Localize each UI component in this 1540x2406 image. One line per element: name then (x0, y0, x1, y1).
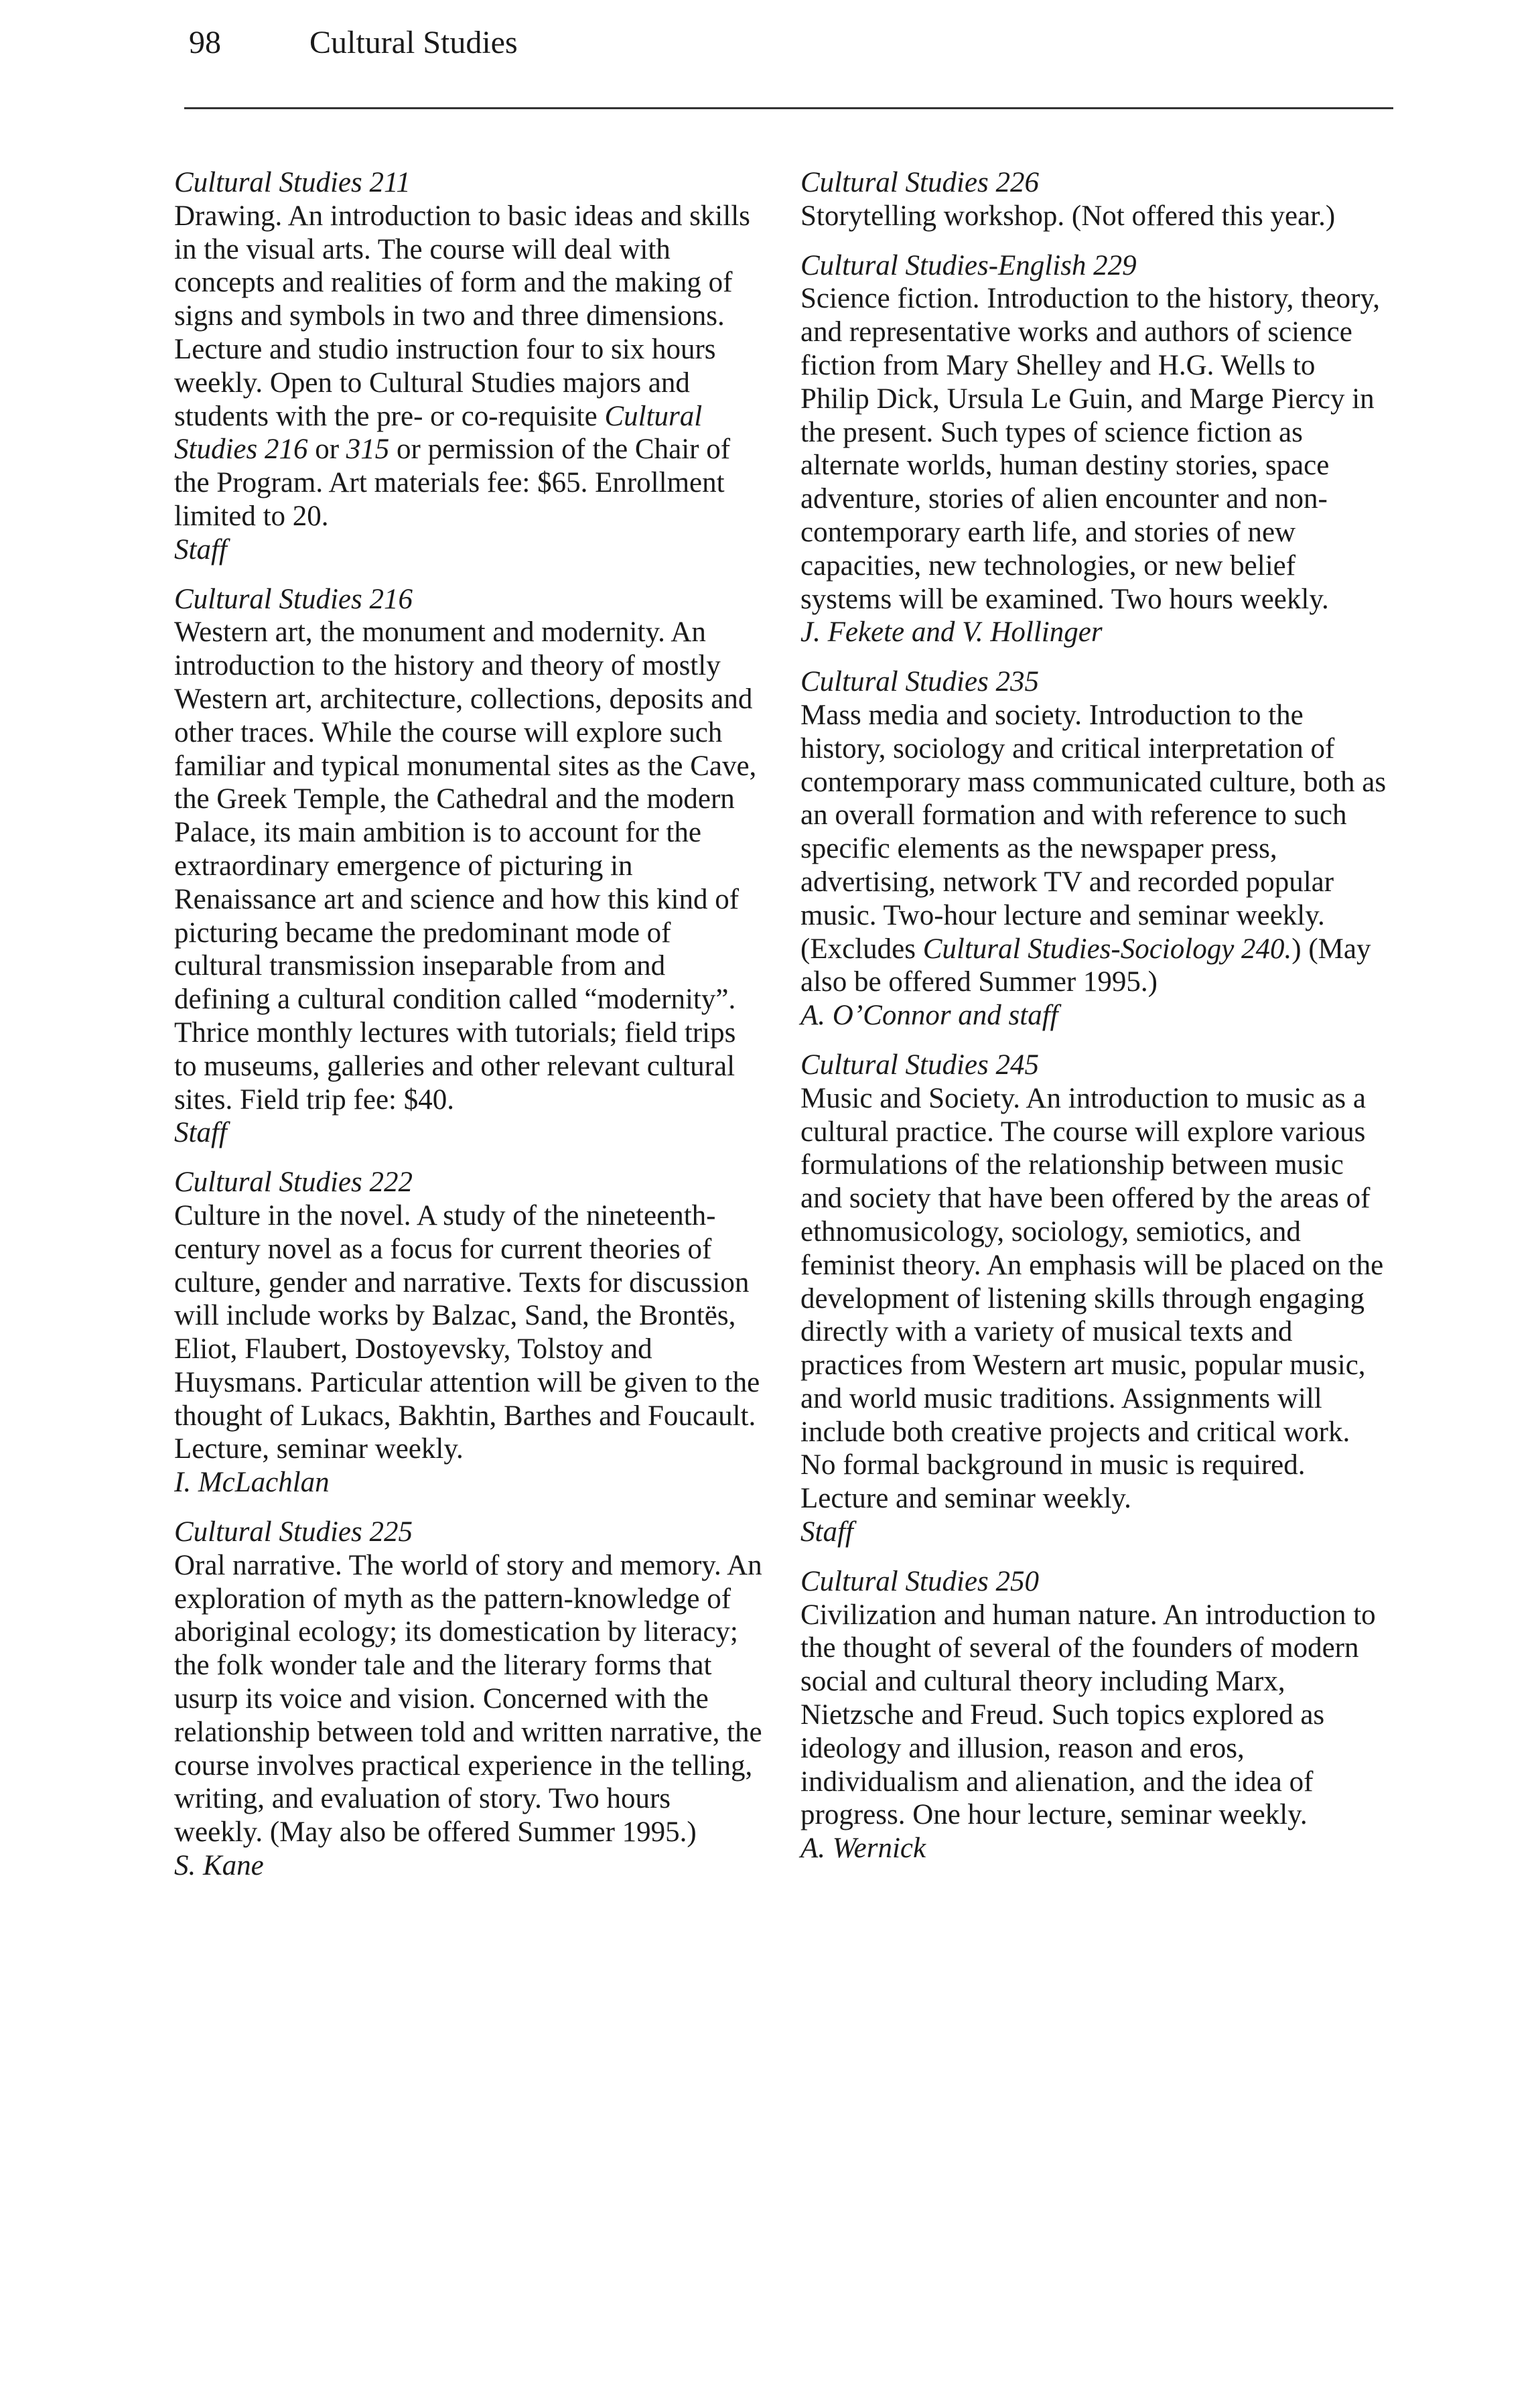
course-description (800, 699, 1390, 999)
course-description (800, 1599, 1390, 1832)
right-column (800, 166, 1390, 1881)
course-description-text: ) (May also be offered Summer 1995.) (800, 933, 1371, 998)
course-description (800, 1082, 1390, 1516)
course-description (174, 616, 764, 1116)
course-entry (174, 583, 764, 1150)
course-title: Cultural Studies 226 (800, 167, 1039, 198)
course-title: Cultural Studies 245 (800, 1049, 1039, 1081)
course-entry (800, 249, 1390, 650)
course-instructor: A. O’Connor and staff (800, 1000, 1058, 1032)
course-instructor: S. Kane (174, 1850, 264, 1882)
course-description (800, 282, 1390, 616)
course-description-text: or (307, 433, 346, 466)
course-instructor: J. Fekete and V. Hollinger (800, 616, 1103, 649)
course-description-text: Oral narrative. The world of story and memory. An exploration of myth as the pattern-knowledge of aboriginal ecology; its domestication by literacy; the folk wonder tale and the literary forms that usurp its voice and vision. Concerned with the relationship between told and written narrative, the course involves practical experience in the telling, writing, and evaluation of story. Two hours weekly. (May also be offered Summer 1995.) (174, 1549, 762, 1849)
course-instructor: Staff (800, 1516, 853, 1548)
course-description-text: Culture in the novel. A study of the nineteenth-century novel as a focus for current theories of culture, gender and narrative. Texts for discussion will include works by Balzac, Sand, the Brontës, Eliot, Flaubert, Dostoyevsky, Tolstoy and Huysmans. Particular attention will be given to the thought of Lukacs, Bakhtin, Barthes and Foucault. Lecture, seminar weekly. (174, 1199, 760, 1465)
course-description-text: or permission of the Chair of the Program. Art materials fee: $65. Enrollment limited to 20. (174, 433, 731, 532)
course-title: Cultural Studies 235 (800, 666, 1039, 698)
course-instructor: Staff (174, 1117, 227, 1149)
course-entry (174, 1166, 764, 1499)
running-title: Cultural Studies (309, 25, 518, 60)
course-description (174, 1549, 764, 1849)
course-description-text: Mass media and society. Introduction to the history, sociology and critical interpretation of contemporary mass communicated culture, both as an overall formation and with reference to such specific elements as the newspaper press, advertising, network TV and recorded popular music. Two-hour lecture and seminar weekly. (Excludes (800, 699, 1387, 965)
course-instructor: Staff (174, 533, 227, 565)
header-rule (184, 107, 1393, 109)
course-entry (800, 1565, 1390, 1865)
course-description-text: Civilization and human nature. An introduction to the thought of several of the founders of modern social and cultural theory including Marx, Nietzsche and Freud. Such topics explored as ideology and illusion, reason and eros, individualism and alienation, and the idea of progress. One hour lecture, seminar weekly. (800, 1599, 1376, 1831)
course-entry (174, 166, 764, 567)
course-description (174, 1199, 764, 1466)
course-reference: Cultural Studies 216 (174, 400, 703, 466)
course-description-text: Drawing. An introduction to basic ideas and skills in the visual arts. The course will deal with concepts and realities of form and the making of signs and symbols in two and three dimensions. Lecture and studio instruction four to six hours weekly. Open to Cultural Studies majors and students with the pre- or co-requisite (174, 200, 750, 432)
course-reference: 315 (346, 433, 390, 466)
course-reference: Cultural Studies-Sociology 240. (922, 933, 1292, 965)
course-title: Cultural Studies 250 (800, 1565, 1039, 1597)
course-title: Cultural Studies 222 (174, 1166, 413, 1199)
course-entry (800, 1049, 1390, 1549)
left-column (174, 166, 764, 1899)
course-entry (800, 665, 1390, 1032)
course-title: Cultural Studies 225 (174, 1516, 413, 1548)
course-instructor: A. Wernick (800, 1832, 926, 1865)
course-description-text: Music and Society. An introduction to music as a cultural practice. The course will explore various formulations of the relationship between music and society that have been offered by the areas of ethnomusicology, sociology, semiotics, and feminist theory. An emphasis will be placed on the development of listening skills through engaging directly with a variety of musical texts and practices from Western art music, popular music, and world music traditions. Assignments will include both creative projects and critical work. No formal background in music is required. Lecture and seminar weekly. (800, 1082, 1384, 1515)
course-title: Cultural Studies 216 (174, 583, 413, 615)
course-description-text: Science fiction. Introduction to the history, theory, and representative works and authors of science fiction from Mary Shelley and H.G. Wells to Philip Dick, Ursula Le Guin, and Marge Piercy in the present. Such types of science fiction as alternate worlds, human destiny stories, space adventure, stories of alien encounter and non-contemporary earth life, and stories of new capacities, new technologies, or new belief systems will be examined. Two hours weekly. (800, 283, 1380, 615)
course-title: Cultural Studies-English 229 (800, 249, 1137, 281)
course-title: Cultural Studies 211 (174, 167, 411, 198)
course-description-text: Western art, the monument and modernity. An introduction to the history and theory of mostly Western art, architecture, collections, deposits and other traces. While the course will explore such familiar and typical monumental sites as the Cave, the Greek Temple, the Cathedral and the modern Palace, its main ambition is to account for the extraordinary emergence of picturing in Renaissance art and science and how this kind of picturing became the predominant mode of cultural transmission inseparable from and defining a cultural condition called “modernity”. Thrice monthly lectures with tutorials; field trips to museums, galleries and other relevant cultural sites. Field trip fee: $40. (174, 616, 757, 1116)
course-description (174, 200, 764, 533)
page-number: 98 (189, 25, 221, 60)
course-entry (174, 1516, 764, 1883)
course-description-text: Storytelling workshop. (Not offered this year.) (800, 200, 1336, 232)
course-entry (800, 166, 1390, 233)
course-description (800, 200, 1390, 233)
course-instructor: I. McLachlan (174, 1467, 330, 1499)
page-header (189, 23, 518, 63)
